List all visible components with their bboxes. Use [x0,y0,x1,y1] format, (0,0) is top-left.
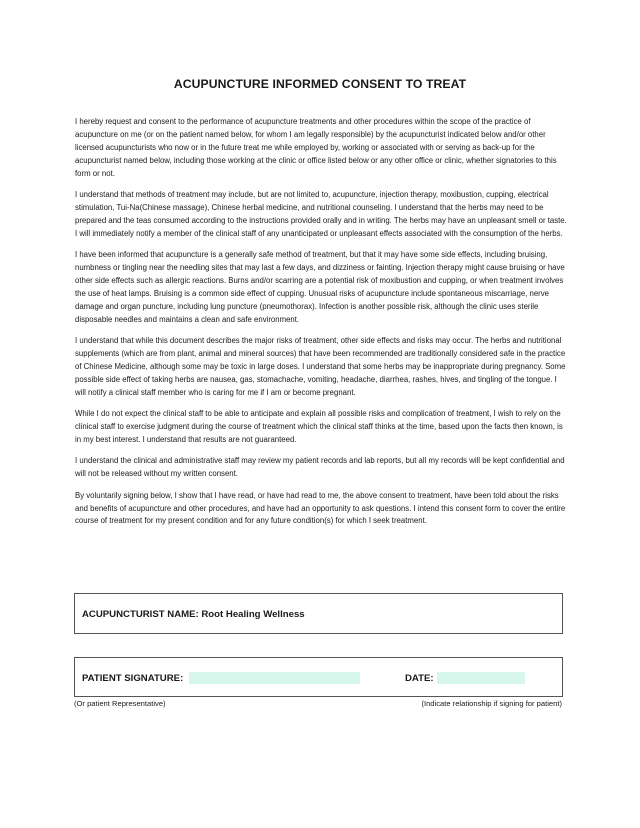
paragraph-clinical-judgment: While I do not expect the clinical staff to be able to anticipate and explain all possible risks and complication of treatment, I wish to rely on the clinical staff to exercise judgment during the course of treatment which the clinical staff thinks at the time, based upon the facts then known, is in my best interest. I understand that results are not guaranteed. [75,409,563,444]
consent-body [75,116,567,537]
patient-signature-label: PATIENT SIGNATURE: [82,673,184,684]
paragraph-acupuncture-risks: I have been informed that acupuncture is a generally safe method of treatment, but that it may have some side effects, including bruising, numbness or tingling near the needling sites that may last a few days, and dizziness or fainting. Injection therapy might cause bruising or have other side effects such as allergic reactions. Burns and/or scarring are a potential risk of moxibustion and cupping, or when treatment involves the use of heat lamps. Bruising is a common side effect of cupping. Unusual risks of acupuncture include spontaneous miscarriage, nerve damage and organ puncture, including lung puncture (pneumothorax). Infection is another possible risk, although the clinic uses sterile disposable needles and maintains a clean and safe environment. [75,250,565,324]
paragraph-confidentiality: I understand the clinical and administrative staff may review my patient records and lab reports, but all my records will be kept confidential and will not be released without my written consent. [75,456,565,479]
acupuncturist-name-label: ACUPUNCTURIST NAME: Root Healing Wellness [82,609,305,620]
acupuncturist-name-box [74,593,563,634]
patient-representative-note: (Or patient Representative) [74,699,166,708]
paragraph-voluntary-signing: By voluntarily signing below, I show that I have read, or have had read to me, the above consent to treatment, have been told about the risks and benefits of acupuncture and other procedures, and have had an opportunity to ask questions. I intend this consent form to cover the entire course of treatment for my present condition and for any future condition(s) for which I seek treatment. [75,490,566,526]
signature-box [74,657,563,697]
paragraph-consent-request: I hereby request and consent to the performance of acupuncture treatments and other procedures within the scope of the practice of acupuncture on me (or on the patient named below, for whom I am legally responsible) by the acupuncturist indicated below and/or other licensed acupuncturists who now or in the future treat me while employed by, working or associated with or serving as back-up for the acupuncturist named below, including those working at the clinic or office listed below or any other office or clinic, whether signatories to this form or not. [75,117,557,178]
document-title: ACUPUNCTURE INFORMED CONSENT TO TREAT [173,77,467,91]
relationship-note: (Indicate relationship if signing for patient) [421,699,562,708]
paragraph-treatment-methods: I understand that methods of treatment may include, but are not limited to, acupuncture, injection therapy, moxibustion, cupping, electrical stimulation, Tui-Na(Chinese massage), Chinese herbal medicine, and nutritional counseling. I understand that the herbs may need to be prepared and the teas consumed according to the instructions provided orally and in writing. The herbs may have an unpleasant smell or taste. I will immediately notify a member of the clinical staff of any unanticipated or unpleasant effects associated with the consumption of the herbs. [75,190,567,238]
date-field[interactable] [437,672,525,684]
paragraph-herb-risks: I understand that while this document describes the major risks of treatment, other side effects and risks may occur. The herbs and nutritional supplements (which are from plant, animal and mineral sources) that have been recommended are traditionally considered safe in the practice of Chinese Medicine, although some may be toxic in large doses. I understand that some herbs may be inappropriate during pregnancy. Some possible side effect of taking herbs are nausea, gas, stomachache, vomiting, headache, diarrhea, rashes, hives, and tingling of the tongue. I will notify a clinical staff member who is caring for me if I am or become pregnant. [75,336,566,397]
date-label: DATE: [405,673,434,684]
patient-signature-field[interactable] [189,672,360,684]
